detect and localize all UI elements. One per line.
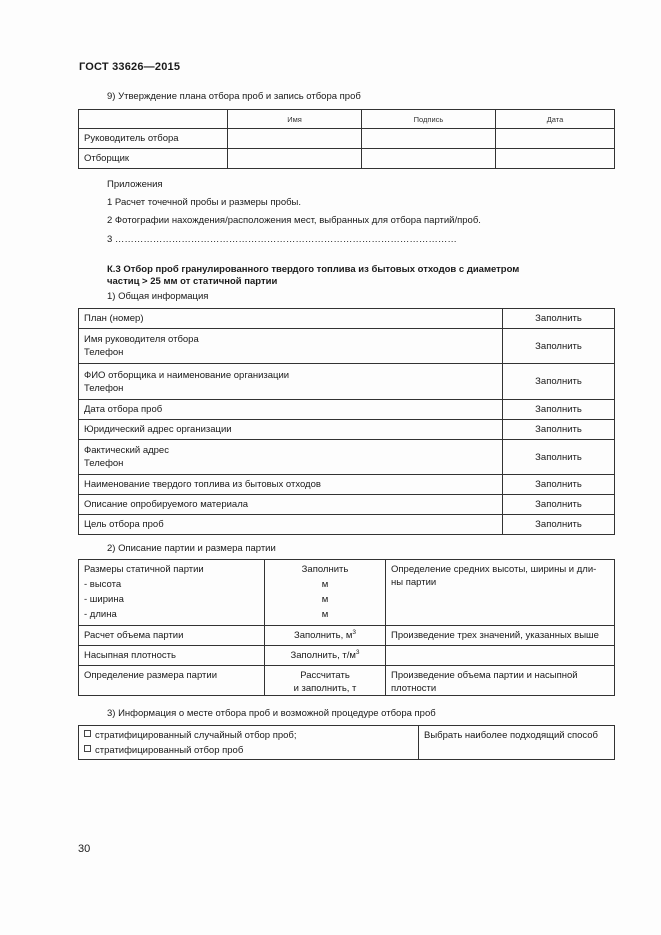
table-row: [79, 309, 615, 329]
row-label: Дата отбора проб: [79, 400, 503, 420]
procedure-table: [78, 725, 615, 760]
row-label: ФИО отборщика и наименование организации Телефон: [79, 364, 503, 400]
checkbox[interactable]: [84, 730, 91, 737]
row-label: Определение размера партии: [79, 666, 265, 696]
table-row: [79, 400, 615, 420]
date-field[interactable]: [496, 129, 615, 149]
section9-title: 9) Утверждение плана отбора проб и запись отбора проб: [107, 91, 361, 102]
table-row: [79, 364, 615, 400]
dimensions-field[interactable]: Заполнить м м м: [265, 560, 386, 626]
batch-table: [78, 559, 615, 696]
fill-field[interactable]: Заполнить: [503, 364, 615, 400]
row-label: Насыпная плотность: [79, 646, 265, 666]
appendix-item: 3 ………………………………………………………………………………………………: [107, 234, 457, 245]
table-row: [79, 495, 615, 515]
row-label: Юридический адрес организации: [79, 420, 503, 440]
name-field[interactable]: [228, 129, 362, 149]
date-field[interactable]: [496, 149, 615, 169]
appendix-item: 1 Расчет точечной пробы и размеры пробы.: [107, 197, 302, 208]
table-header-row: [79, 110, 615, 129]
table-row: [79, 626, 615, 646]
fill-field[interactable]: Заполнить: [503, 400, 615, 420]
fill-field[interactable]: Заполнить: [503, 495, 615, 515]
section-heading: К.3 Отбор проб гранулированного твердого топлива из бытовых отходов с диаметром: [107, 264, 520, 275]
row-label: Цель отбора проб: [79, 515, 503, 535]
table-row: [79, 129, 615, 149]
general-info-table: [78, 308, 615, 535]
row-label: Описание опробируемого материала: [79, 495, 503, 515]
row-description: Произведение трех значений, указанных выше: [386, 626, 615, 646]
row-label: Расчет объема партии: [79, 626, 265, 646]
appendix-item: 2 Фотографии нахождения/расположения мест, выбранных для отбора партий/проб.: [107, 215, 481, 226]
fill-field[interactable]: Заполнить: [503, 515, 615, 535]
row-label: Размеры статичной партии - высота - ширина - длина: [79, 560, 265, 626]
section-heading-cont: частиц > 25 мм от статичной партии: [107, 276, 278, 287]
subsection-title: 2) Описание партии и размера партии: [107, 543, 276, 554]
subsection-title: 1) Общая информация: [107, 291, 209, 302]
fill-field[interactable]: Заполнить: [503, 440, 615, 475]
fill-field[interactable]: Заполнить: [503, 329, 615, 364]
fill-field[interactable]: Заполнить: [503, 475, 615, 495]
row-label: Имя руководителя отбора Телефон: [79, 329, 503, 364]
row-label: Фактический адрес Телефон: [79, 440, 503, 475]
table-row: [79, 149, 615, 169]
row-label: Отборщик: [79, 149, 228, 169]
header-cell-empty: [79, 110, 228, 129]
row-label: План (номер): [79, 309, 503, 329]
header-cell-name: Имя: [228, 110, 362, 129]
table-row: [79, 560, 615, 626]
row-label: Наименование твердого топлива из бытовых отходов: [79, 475, 503, 495]
row-description: Определение средних высоты, ширины и дли- ны партии: [386, 560, 615, 626]
approval-table: [78, 109, 615, 169]
table-row: [79, 726, 615, 760]
row-description: Выбрать наиболее подходящий способ: [419, 726, 615, 760]
row-description: Произведение объема партии и насыпной плотности: [386, 666, 615, 696]
options-cell: [79, 726, 419, 760]
name-field[interactable]: [228, 149, 362, 169]
table-row: [79, 515, 615, 535]
doc-title: ГОСТ 33626—2015: [79, 61, 181, 73]
signature-field[interactable]: [362, 129, 496, 149]
checkbox[interactable]: [84, 745, 91, 752]
option-stratified[interactable]: стратифицированный отбор проб: [84, 744, 413, 757]
fill-field[interactable]: Заполнить: [503, 420, 615, 440]
header-cell-signature: Подпись: [362, 110, 496, 129]
appendix-title: Приложения: [107, 179, 163, 190]
table-row: [79, 475, 615, 495]
table-row: [79, 420, 615, 440]
option-stratified-random[interactable]: стратифицированный случайный отбор проб;: [84, 729, 413, 742]
header-cell-date: Дата: [496, 110, 615, 129]
page-number: 30: [78, 843, 91, 855]
table-row: [79, 329, 615, 364]
table-row: [79, 666, 615, 696]
size-field[interactable]: Рассчитать и заполнить, т: [265, 666, 386, 696]
row-description: [386, 646, 615, 666]
density-field[interactable]: Заполнить, $т/м^3$: [265, 646, 386, 666]
subsection-title: 3) Информация о месте отбора проб и возможной процедуре отбора проб: [107, 708, 436, 719]
fill-field[interactable]: Заполнить: [503, 309, 615, 329]
row-label: Руководитель отбора: [79, 129, 228, 149]
volume-field[interactable]: Заполнить, $м^3$: [265, 626, 386, 646]
table-row: [79, 646, 615, 666]
table-row: [79, 440, 615, 475]
signature-field[interactable]: [362, 149, 496, 169]
